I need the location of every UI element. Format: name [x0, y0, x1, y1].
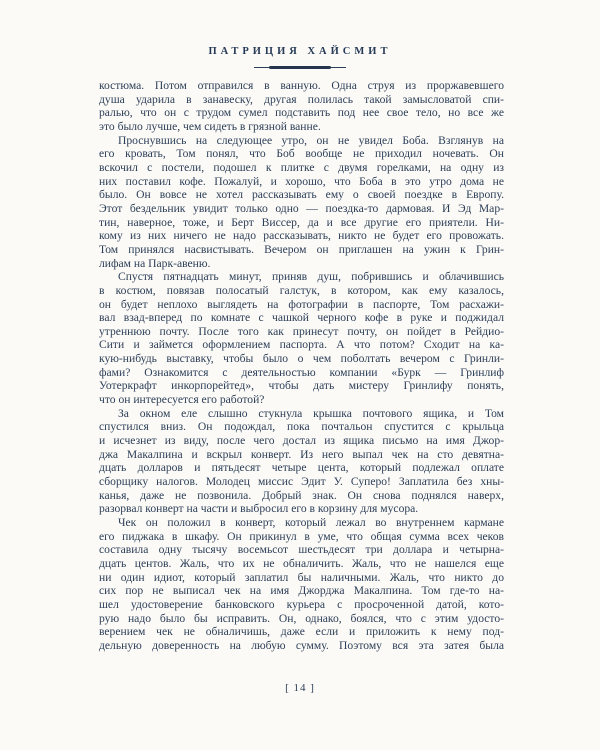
- text-line: дцать долларов и пятьдесят четыре цента, который подлежал оплате: [99, 461, 504, 475]
- text-line: дельную доверенность на любую сумму. Поэтому вся эта затея была: [99, 638, 504, 652]
- text-line: джа Макалпина и вскрыл конверт. Из него выпал чек на сто девятна-: [99, 447, 504, 461]
- text-line: шел удостоверение банковского курьера с просроченной датой, кото-: [99, 597, 504, 611]
- text-line: вал взад-вперед по комнате с чашкой черного кофе в руке и поджидал: [99, 311, 504, 325]
- text-line: душа ударила в занавеску, другая полилась такой замысловатой спи-: [99, 92, 504, 106]
- text-line: Чек он положил в конверт, который лежал во внутреннем кармане: [118, 516, 504, 529]
- text-line: в костюм, повязав полосатый галстук, в котором, как ему казалось,: [99, 283, 504, 297]
- text-line: них поставил кофе. Пожалуй, и хорошо, что Боба в это утро дома не: [99, 174, 504, 188]
- text-line: Проснувшись на следующее утро, он не увидел Боба. Взглянув на: [118, 133, 504, 147]
- text-line: его кровать, Том понял, что Боб вообще не приходил ночевать. Он: [99, 147, 504, 161]
- text-line: лифам на Парк-авеню.: [99, 256, 211, 270]
- text-line: это было лучше, чем сидеть в грязной ванне.: [99, 119, 321, 133]
- page-number: [ 14 ]: [285, 682, 315, 694]
- text-line: кому из них ничего не надо рассказывать, никто не будет его провожать.: [99, 229, 504, 243]
- text-line: его пиджака в шкафу. Он прикинул в уме, что общая сумма всех чеков: [99, 529, 504, 543]
- paragraph: [99, 134, 504, 271]
- running-head-author: ПАТРИЦИЯ ХАЙСМИТ: [208, 46, 392, 57]
- text-line: дцать центов. Жаль, что их не обналичить. Жаль, что не нашелся еще: [99, 556, 504, 570]
- page-body-text: [99, 79, 504, 653]
- text-line: рую надо было бы исправить. Он, однако, боялся, что с этим удосто-: [99, 611, 504, 625]
- header-divider-ornament: [254, 66, 346, 69]
- text-line: фами? Ознакомится с деятельностью компании «Бурк — Гринлиф: [99, 365, 504, 379]
- text-line: Этот бездельник увидит только одно — поездка-то дармовая. И Эд Мар-: [99, 201, 504, 215]
- paragraph: [99, 407, 504, 516]
- text-line: кую-нибудь выставку, чтобы было о чем поболтать вечером с Гринли-: [99, 352, 504, 366]
- text-line: Сити и займется оформлением паспорта. А что потом? Сходит на ка-: [99, 338, 504, 352]
- paragraph: [99, 516, 504, 653]
- text-line: что он интересуется его работой?: [99, 393, 265, 407]
- text-line: Том принялся насвистывать. Вечером он приглашен на ужин к Грин-: [99, 242, 504, 256]
- text-line: он будет неплохо выглядеть на фотографии в паспорте, Том расхажи-: [99, 297, 504, 311]
- text-line: разорвал конверт на части и выбросил его в корзину для мусора.: [99, 502, 419, 516]
- text-line: Уотеркрафт инкорпорейтед», чтобы дать мистеру Гринлифу понять,: [99, 379, 504, 393]
- text-line: За окном еле слышно стукнула крышка почтового ящика, и Том: [118, 406, 504, 420]
- text-line: сих пор не выписал чек на имя Джорджа Макалпина. Том где-то на-: [99, 584, 504, 598]
- text-line: костюма. Потом отправился в ванную. Одна струя из проржавевшего: [99, 79, 504, 92]
- paragraph: [99, 270, 504, 407]
- text-line: утреннюю почту. После того как принесут почту, он пойдет в Рейдио-: [99, 324, 504, 338]
- text-line: и исчезнет из виду, после чего достал из ящика письмо на имя Джор-: [99, 434, 504, 448]
- text-line: тин, наверное, тоже, и Берт Виссер, да и все другие его приятели. Ни-: [99, 215, 504, 229]
- text-line: ралью, что он с трудом сумел подставить под нее свое тело, но все же: [99, 106, 504, 120]
- text-line: верением чек не обналичишь, даже если и приложить к нему под-: [99, 625, 504, 639]
- text-line: канья, даже не позвонила. Добрый знак. Он снова поднялся наверх,: [99, 488, 504, 502]
- text-line: было. Он вовсе не хотел рассказывать ему о своей поездке в Европу.: [99, 188, 504, 202]
- text-line: вскочил с постели, подошел к плитке с двумя горелками, на одну из: [99, 160, 504, 174]
- text-line: Спустя пятнадцать минут, приняв душ, побрившись и облачившись: [118, 270, 504, 284]
- paragraph: [99, 79, 504, 134]
- text-line: составила одну тысячу восемьсот шестьдесят три доллара и четырна-: [99, 543, 504, 557]
- text-line: сборщику налогов. Молодец миссис Эдит У. Суперо! Заплатила без хны-: [99, 475, 504, 489]
- text-line: ни один идиот, который заплатил бы наличными. Жаль, что никто до: [99, 570, 504, 584]
- text-line: спустился вниз. Он подождал, пока почтальон спустится с крыльца: [99, 420, 504, 434]
